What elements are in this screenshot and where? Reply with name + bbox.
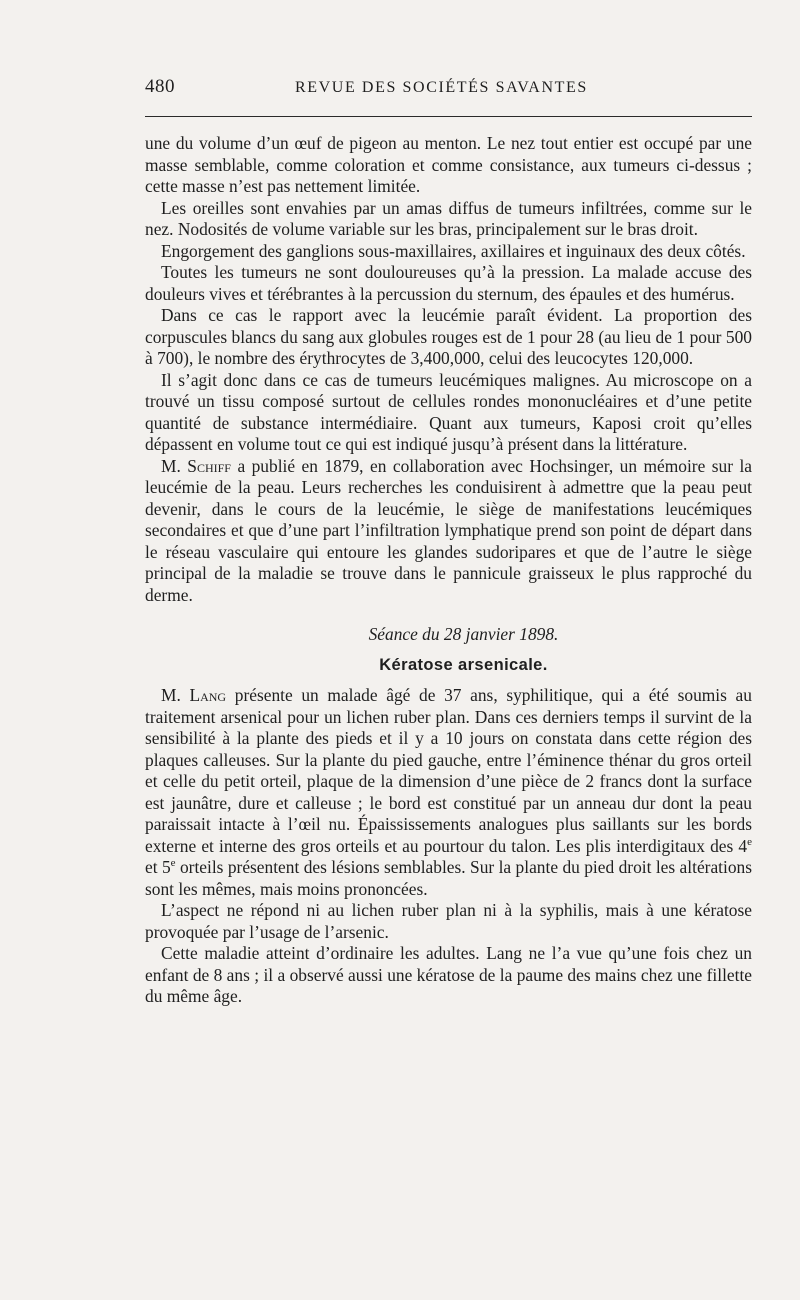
paragraph-9: L’aspect ne répond ni au lichen ruber plan ni à la syphilis, mais à une kératose provoquée par l’usage de l’arsenic.	[145, 900, 752, 942]
page-number: 480	[145, 76, 175, 97]
paragraph-2: Les oreilles sont envahies par un amas diffus de tumeurs infiltrées, comme sur le nez. Nodosités de volume variable sur les bras, principalement sur le bras droit.	[145, 197, 752, 239]
session-date: Séance du 28 janvier 1898.	[368, 624, 559, 644]
paragraph-3: Engorgement des ganglions sous-maxillaires, axillaires et inguinaux des deux côtés.	[161, 240, 746, 261]
ordinal-sup-1: e	[747, 835, 752, 848]
body-text	[145, 133, 752, 1008]
paragraph-6: Il s’agit donc dans ce cas de tumeurs leucémiques malignes. Au microscope on a trouvé un tissu composé surtout de cellules rondes mononucléaires et d’une petite quantité de substance intermédiaire. Quant aux tumeurs, Kaposi croit qu’elles dépassent en volume tout ce qui est indiqué jusqu’à présent dans la littérature.	[145, 369, 752, 454]
p7-prefix: M.	[161, 455, 181, 476]
paragraph-10: Cette maladie atteint d’ordinaire les adultes. Lang ne l’a vue qu’une fois chez un enfant de 8 ans ; il a observé aussi une kératose de la paume des mains chez une fillette du même âge.	[145, 943, 752, 1006]
p7-text: a publié en 1879, en collaboration avec Hochsinger, un mémoire sur la leucémie de la peau. Leurs recherches les conduisirent à admettre que la peau peut devenir, dans le cours de la leucémie, le siège de manifestations leucémiques secondaires et que d’une part l’infiltration lymphatique prend son point de départ dans le réseau vasculaire qui entoure les glandes sudoripares et que de l’autre le siège principal de la maladie se trouve dans le pannicule graisseux le plus rapproché du derme.	[145, 455, 752, 605]
paragraph-7	[145, 456, 752, 607]
paragraph-5: Dans ce cas le rapport avec la leucémie paraît évident. La proportion des corpuscules blancs du sang aux globules rouges est de 1 pour 28 (au lieu de 1 pour 500 à 700), le nombre des érythrocytes de 3,400,000, celui des leucocytes 120,000.	[145, 305, 752, 368]
paragraph-4: Toutes les tumeurs ne sont douloureuses qu’à la pression. La malade accuse des douleurs vives et térébrantes à la percussion du sternum, des épaules et des humérus.	[145, 262, 752, 304]
author-name-lang: Lang	[189, 685, 227, 705]
paragraph-8	[145, 685, 752, 900]
p8-text-a: présente un malade âgé de 37 ans, syphilitique, qui a été soumis au traitement arsenical pour un lichen ruber plan. Dans ces derniers temps il survint de la sensibilité à la plante des pieds et il y a 10 jours on constata dans cette région des plaques calleuses. Sur la plante du pied gauche, entre l’éminence thénar du gros orteil et celle du petit orteil, plaque de la dimension d’une pièce de 2 francs dont la surface est jaunâtre, dure et calleuse ; le bord est constitué par un anneau dur dont la peau paraissait intacte à l’œil nu. Épaississements analogues plus saillants sur les bords externe et interne des gros orteils et au pourtour du talon. Les plis interdigitaux des 4	[145, 685, 752, 856]
ordinal-sup-2: e	[170, 857, 176, 870]
paragraph-1: une du volume d’un œuf de pigeon au menton. Le nez tout entier est occupé par une masse semblable, comme coloration et comme consistance, aux tumeurs ci-dessus ; cette masse n’est pas nettement limitée.	[145, 133, 752, 196]
p8-text-b: et 5	[145, 857, 171, 877]
p8-text-c: orteils présentent des lésions semblables. Sur la plante du pied droit les altérations sont les mêmes, mais moins prononcées.	[145, 857, 752, 899]
journal-title: REVUE DES SOCIÉTÉS SAVANTES	[295, 79, 588, 96]
author-name-schiff: Schiff	[187, 455, 231, 476]
p8-prefix: M.	[161, 685, 181, 705]
section-title: Kératose arsenicale.	[379, 655, 548, 674]
header-rule	[145, 116, 752, 117]
running-head	[145, 76, 752, 102]
